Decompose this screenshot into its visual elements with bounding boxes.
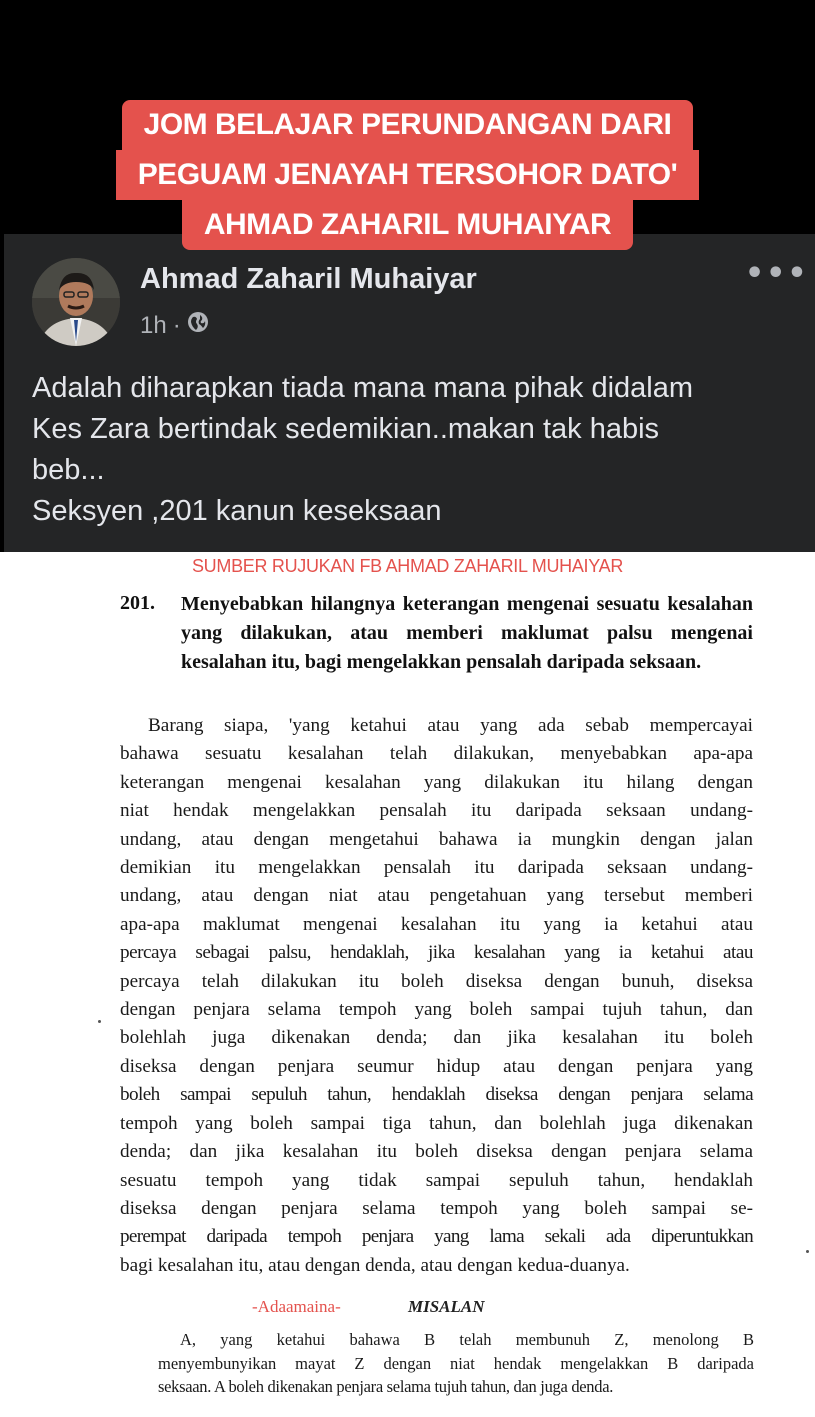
post-time[interactable]: 1h	[140, 311, 167, 339]
scan-speck	[98, 1020, 101, 1023]
watermark: -Adaamaina-	[252, 1297, 341, 1316]
section-body	[120, 712, 753, 1280]
body-line: bagi kesalahan itu, atau dengan denda, atau dengan kedua-duanya.	[120, 1254, 630, 1276]
headline-line-3: AHMAD ZAHARIL MUHAIYAR	[182, 200, 633, 250]
body-line: sesuatu tempoh yang tidak sampai sepuluh tahun, hendaklah	[120, 1169, 753, 1191]
post-author-name[interactable]: Ahmad Zaharil Muhaiyar	[140, 263, 477, 295]
example-line: menyembunyikan mayat Z dengan niat hendak mengelakkan B daripada	[158, 1353, 754, 1373]
body-line: keterangan mengenai kesalahan yang dilakukan itu hilang dengan	[120, 771, 753, 793]
body-line: undang, atau dengan niat atau pengetahuan yang tersebut memberi	[120, 885, 753, 907]
body-line: percaya telah dilakukan itu boleh diseksa dengan bunuh, diseksa	[120, 970, 753, 992]
body-line: boleh sampai sepuluh tahun, hendaklah diseksa dengan penjara selama	[120, 1084, 753, 1106]
scan-speck	[806, 1250, 809, 1253]
body-line: denda; dan jika kesalahan itu boleh diseksa dengan penjara selama	[120, 1141, 753, 1163]
post-text-line: Kes Zara bertindak sedemikian..makan tak habis	[32, 413, 660, 445]
post-text-line: beb...	[32, 454, 105, 486]
headline-banner	[0, 100, 815, 250]
body-line: bolehlah juga dikenakan denda; dan jika kesalahan itu boleh	[120, 1027, 753, 1049]
example-line: A, yang ketahui bahawa B telah membunuh Z, menolong B	[180, 1330, 754, 1349]
example-heading: MISALAN	[408, 1297, 485, 1316]
meta-separator: ·	[172, 311, 181, 339]
post-text-line: Seksyen ,201 kanun keseksaan	[32, 495, 442, 527]
post-text-line: Adalah diharapkan tiada mana mana pihak didalam	[32, 372, 693, 404]
body-line: dengan penjara selama tempoh yang boleh sampai tujuh tahun, dan	[120, 999, 753, 1021]
body-line: percaya sebagai palsu, hendaklah, jika kesalahan yang ia ketahui atau	[120, 942, 753, 964]
section-title: Menyebabkan hilangnya keterangan mengenai sesuatu kesalahan yang dilakukan, atau memberi maklumat palsu mengenai kesalahan itu, bagi mengelakkan pensalah daripada seksaan.	[181, 593, 753, 673]
body-line: Barang siapa, 'yang ketahui atau yang ada sebab mempercayai	[148, 715, 753, 736]
body-line: demikian itu mengelakkan pensalah itu daripada seksaan undang-	[120, 857, 753, 879]
body-line: perempat daripada tempoh penjara yang lama sekali ada diperuntukkan	[120, 1226, 753, 1248]
body-line: tempoh yang boleh sampai tiga tahun, dan bolehlah juga dikenakan	[120, 1112, 753, 1134]
globe-icon	[187, 311, 209, 340]
section-number: 201.	[120, 592, 155, 614]
example-text	[158, 1328, 754, 1399]
body-line: undang, atau dengan mengetahui bahawa ia mungkin dengan jalan	[120, 828, 753, 850]
more-options-icon[interactable]: •••	[745, 256, 809, 291]
post-meta	[140, 311, 209, 340]
body-line: apa-apa maklumat mengenai kesalahan itu yang ia ketahui atau	[120, 913, 753, 935]
avatar-portrait-icon	[32, 258, 120, 346]
body-line: diseksa dengan penjara seumur hidup atau dengan penjara yang	[120, 1055, 753, 1077]
source-caption: SUMBER RUJUKAN FB AHMAD ZAHARIL MUHAIYAR	[191, 556, 624, 576]
headline-line-1: JOM BELAJAR PERUNDANGAN DARI	[122, 100, 694, 150]
body-line: bahawa sesuatu kesalahan telah dilakukan, menyebabkan apa-apa	[120, 743, 753, 765]
headline-line-2: PEGUAM JENAYAH TERSOHOR DATO'	[116, 150, 699, 200]
body-line: diseksa dengan penjara selama tempoh yang boleh sampai se-	[120, 1197, 753, 1219]
post-text	[32, 368, 802, 532]
avatar[interactable]	[32, 258, 120, 346]
body-line: niat hendak mengelakkan pensalah itu daripada seksaan undang-	[120, 800, 753, 822]
example-line: seksaan. A boleh dikenakan penjara selama tujuh tahun, dan juga denda.	[158, 1377, 614, 1396]
